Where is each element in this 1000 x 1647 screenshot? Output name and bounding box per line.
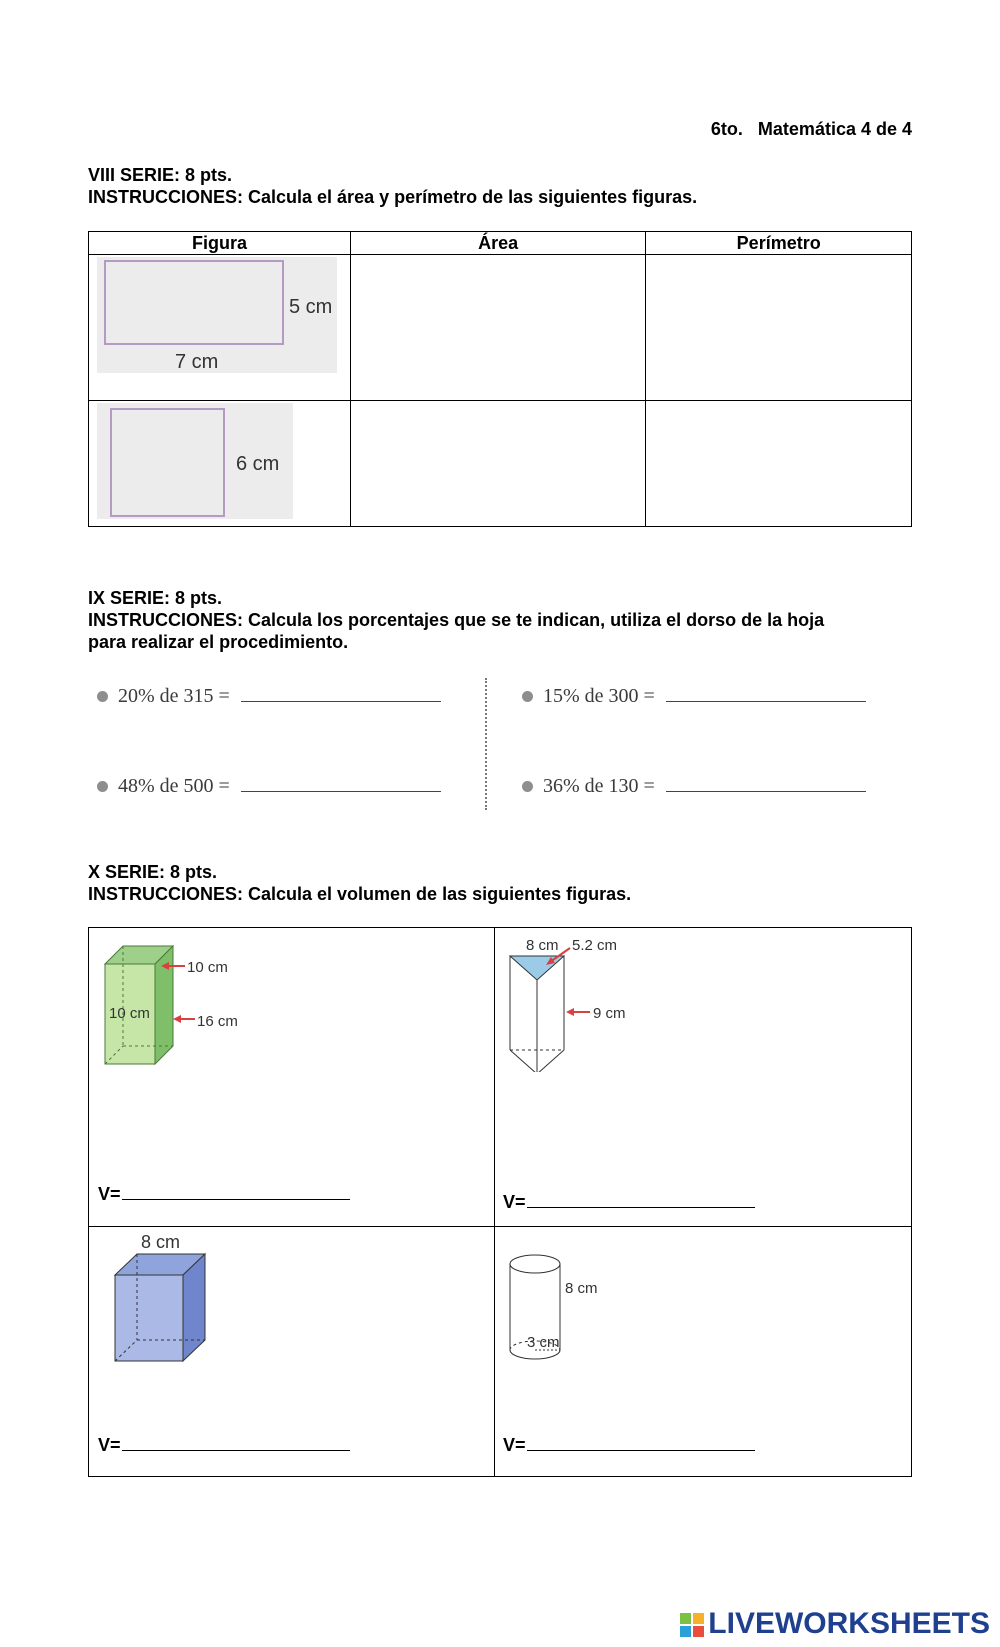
square-figure xyxy=(89,401,349,521)
rectangle-figure xyxy=(89,255,349,395)
area-answer-cell[interactable] xyxy=(350,401,645,527)
bullet-icon xyxy=(522,781,533,792)
serie-10-instructions: INSTRUCCIONES: Calcula el volumen de las siguientes figuras. xyxy=(88,884,632,904)
table-row xyxy=(89,255,912,401)
triangle-height-label: 5.2 cm xyxy=(572,937,618,954)
answer-blank[interactable] xyxy=(666,790,866,792)
table-row xyxy=(89,401,912,527)
perimeter-answer-cell[interactable] xyxy=(646,401,912,527)
side-label: 6 cm xyxy=(236,453,280,475)
volume-answer[interactable]: V= xyxy=(98,1184,350,1205)
column-header-area: Área xyxy=(350,232,645,255)
green-prism-figure xyxy=(99,936,249,1066)
height-label: 5 cm xyxy=(289,296,333,318)
edge-label: 8 cm xyxy=(141,1232,181,1252)
width-label: 7 cm xyxy=(175,351,219,373)
logo-icon xyxy=(680,1613,704,1637)
serie-8-title: VIII SERIE: 8 pts. xyxy=(88,165,233,185)
figure-cell xyxy=(89,255,351,401)
bullet-icon xyxy=(97,781,108,792)
volume-grid xyxy=(88,927,912,1477)
triangular-prism-figure xyxy=(504,932,654,1072)
percent-item: 15% de 300 = xyxy=(522,685,866,708)
radius-label: 3 cm xyxy=(527,1334,560,1351)
cylinder-figure xyxy=(507,1252,617,1367)
area-perimeter-table xyxy=(88,231,912,527)
volume-answer[interactable]: V= xyxy=(98,1435,350,1456)
area-answer-cell[interactable] xyxy=(350,255,645,401)
volume-answer[interactable]: V= xyxy=(503,1192,755,1213)
column-header-figura: Figura xyxy=(89,232,351,255)
depth-label: 10 cm xyxy=(187,959,228,976)
percent-item: 36% de 130 = xyxy=(522,775,866,798)
base-label: 8 cm xyxy=(526,937,559,954)
bullet-icon xyxy=(97,691,108,702)
liveworksheets-logo: LIVEWORKSHEETS xyxy=(680,1607,990,1641)
volume-answer[interactable]: V= xyxy=(503,1435,755,1456)
figure-cell xyxy=(89,401,351,527)
column-header-perimetro: Perímetro xyxy=(646,232,912,255)
answer-blank[interactable] xyxy=(241,790,441,792)
perimeter-answer-cell[interactable] xyxy=(646,255,912,401)
serie-10-title: X SERIE: 8 pts. xyxy=(88,862,218,882)
column-divider xyxy=(485,678,487,810)
height-label: 16 cm xyxy=(197,1013,238,1030)
width-label: 10 cm xyxy=(109,1005,150,1022)
answer-blank[interactable] xyxy=(666,700,866,702)
serie-8-instructions: INSTRUCCIONES: Calcula el área y perímetro de las siguientes figuras. xyxy=(88,187,698,207)
cube-figure xyxy=(109,1230,219,1365)
serie-9-instructions-cont: para realizar el procedimiento. xyxy=(88,632,349,652)
percent-item: 48% de 500 = xyxy=(97,775,441,798)
length-label: 9 cm xyxy=(593,1005,626,1022)
bullet-icon xyxy=(522,691,533,702)
serie-9-title: IX SERIE: 8 pts. xyxy=(88,588,223,608)
serie-9-instructions: INSTRUCCIONES: Calcula los porcentajes que se te indican, utiliza el dorso de la hoja xyxy=(88,610,825,630)
cylinder-height-label: 8 cm xyxy=(565,1280,598,1297)
page-header: 6to. Matemática 4 de 4 xyxy=(710,119,912,139)
percent-item: 20% de 315 = xyxy=(97,685,441,708)
answer-blank[interactable] xyxy=(241,700,441,702)
